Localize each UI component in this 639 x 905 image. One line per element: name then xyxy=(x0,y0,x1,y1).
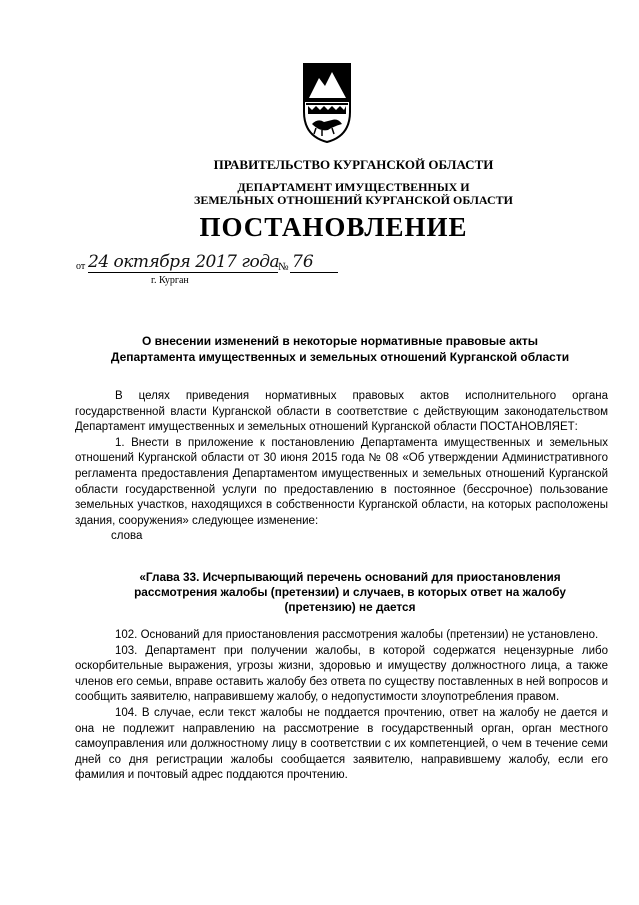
number-label: № xyxy=(278,261,289,273)
subject-line2: Департамента имущественных и земельных отношений Курганской области xyxy=(110,350,570,364)
subject-line1: О внесении изменений в некоторые нормативные правовые акты xyxy=(141,334,538,348)
body-lower xyxy=(75,628,608,784)
item1-paragraph: 1. Внести в приложение к постановлению Департамента имущественных и земельных отношений Курганской области от 30 июня 2015 года № 08 «Об утверждении Административного регламента предоставления Департаментом имущественных и земельных отношений Курганской области государственной услуги по предоставлению в постоянное (бессрочное) пользование земельных участков, находящихся в собственности Курганской области, на которых расположены здания, сооружения» следующее изменение: xyxy=(75,436,608,527)
number-underline xyxy=(290,272,338,273)
chapter-heading-line1: «Глава 33. Исчерпывающий перечень оснований для приостановления xyxy=(139,570,561,584)
chapter-heading-line2: рассмотрения жалобы (претензии) и случаев, в которых ответ на жалобу xyxy=(134,585,566,599)
date-underline xyxy=(88,272,278,273)
words-label: слова xyxy=(111,530,143,543)
date-number-line xyxy=(76,253,346,273)
chapter-heading-line3: (претензию) не дается xyxy=(284,600,416,614)
coat-of-arms-icon xyxy=(298,62,356,144)
department-name-line1: ДЕПАРТАМЕНТ ИМУЩЕСТВЕННЫХ И xyxy=(237,180,470,194)
handwritten-number: 76 xyxy=(292,252,314,272)
paragraph-102: 102. Оснований для приостановления рассмотрения жалобы (претензии) не установлено. xyxy=(115,629,599,641)
city-label: г. Курган xyxy=(151,275,189,286)
handwritten-date: 24 октября 2017 года xyxy=(88,252,280,272)
from-label: от xyxy=(76,261,86,272)
body-upper xyxy=(75,389,608,545)
document-type-title: ПОСТАНОВЛЕНИЕ xyxy=(199,212,468,242)
intro-paragraph: В целях приведения нормативных правовых актов исполнительного органа государственной власти Курганской области в соответствие с действующим законодательством Департамент имущественных и земельных отношений Курганской области ПОСТАНОВЛЯЕТ: xyxy=(75,390,608,434)
paragraph-104: 104. В случае, если текст жалобы не поддается прочтению, ответ на жалобу не дается и она не подлежит направлению на рассмотрение в государственный орган, орган местного самоуправления или должностному лицу в соответствии с их компетенцией, о чем в течение семи дней со дня регистрации жалобы сообщается заявителю, направившему жалобу, если его фамилия и почтовый адрес поддаются прочтению. xyxy=(75,706,608,782)
paragraph-103: 103. Департамент при получении жалобы, в которой содержатся нецензурные либо оскорбительные выражения, угрозы жизни, здоровью и имуществу должностного лица, а также членов его семьи, вправе оставить жалобу без ответа по существу поставленных в ней вопросов и сообщить заявителю, направившему жалобу, о недопустимости злоупотребления правом. xyxy=(75,644,608,704)
department-name-line2: ЗЕМЕЛЬНЫХ ОТНОШЕНИЙ КУРГАНСКОЙ ОБЛАСТИ xyxy=(193,193,513,207)
government-name: ПРАВИТЕЛЬСТВО КУРГАНСКОЙ ОБЛАСТИ xyxy=(213,157,494,172)
